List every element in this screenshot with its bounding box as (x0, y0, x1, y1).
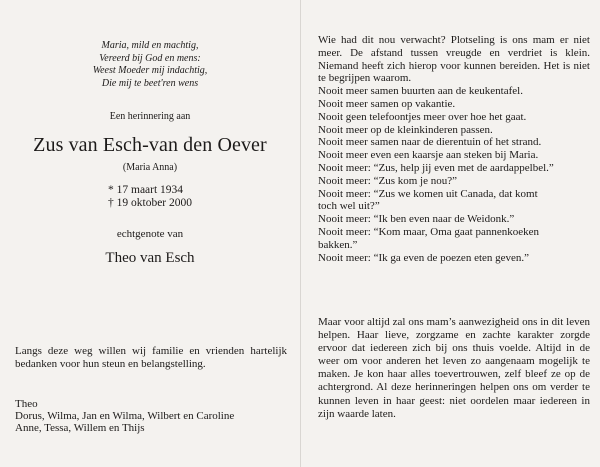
poem-line: Weest Moeder mij indachtig, (92, 65, 208, 76)
nooit-line: Nooit meer op de kleinkinderen passen. (318, 123, 493, 136)
life-dates (108, 184, 192, 210)
poem-line: Maria, mild en machtig, (101, 40, 199, 51)
nooit-line: Nooit meer: “Ik ga even de poezen eten geven.” (318, 251, 530, 264)
nooit-line: Nooit meer samen op vakantie. (318, 97, 456, 110)
spouse-name: Theo van Esch (105, 250, 195, 266)
poem (40, 40, 260, 90)
nooit-line: Nooit meer: “Zus kom je nou?” (318, 174, 457, 187)
thanks-text: Langs deze weg willen wij familie en vrienden hartelijk bedanken voor hun steun en belangstelling. (15, 345, 287, 370)
death-date: † 19 oktober 2000 (108, 197, 193, 209)
spouse-label: echtgenote van (116, 228, 184, 240)
nooit-line: toch wel uit?” (318, 200, 380, 213)
nooit-line: bakken.” (318, 238, 358, 251)
closing-paragraph: Maar voor altijd zal ons mam’s aanwezigheid ons in dit leven helpen. Haar lieve, zorgzame en zachte karakter zorgde ervoor dat iedereen zich bij ons thuis voelde. Altijd in de weer om voor anderen het leven zo aangenaam mogelijk te maken. Je kon haar alles toevertrouwen, zelf bleef ze op de achtergrond. Al deze herinneringen helpen ons om verder te kunnen leven in haar geest: niet oordelen maar iedereen in zijn waarde laten. (318, 316, 590, 420)
nooit-line: Nooit meer even een kaarsje aan steken bij Maria. (318, 149, 539, 162)
nooit-line: Nooit meer: “Ik ben even naar de Weidonk.” (318, 213, 515, 226)
nooit-line: Nooit geen telefoontjes meer over hoe het gaat. (318, 110, 527, 123)
family-line: Theo (15, 398, 38, 410)
family-line: Anne, Tessa, Willem en Thijs (15, 421, 145, 434)
memory-label: Een herinnering aan (109, 111, 191, 122)
nooit-line: Nooit meer samen buurten aan de keukentafel. (318, 85, 523, 98)
deceased-name: Zus van Esch-van den Oever (33, 134, 267, 156)
poem-line: Die mij te beet'ren wens (101, 77, 199, 89)
intro-paragraph: Wie had dit nou verwacht? Plotseling is ons mam er niet meer. De afstand tussen vreugde en verdriet is klein. Niemand heeft zich hierop voor kunnen bereiden. Het is niet te begrijpen waarom. (318, 34, 590, 85)
nooit-line: Nooit meer: “Zus, help jij even met de aardappelbel.” (318, 161, 554, 174)
poem-line: Vereerd bij God en mens: (99, 52, 201, 64)
family-line: Dorus, Wilma, Jan en Wilma, Wilbert en Caroline (15, 409, 235, 422)
birth-date: * 17 maart 1934 (108, 184, 184, 196)
family-list (15, 399, 300, 434)
nooit-line: Nooit meer: “Zus we komen uit Canada, dat komt (318, 187, 538, 200)
nickname: (Maria Anna) (122, 162, 178, 173)
fold-line (300, 0, 301, 467)
right-page (318, 0, 590, 467)
nooit-line: Nooit meer: “Kom maar, Oma gaat pannenkoeken (318, 225, 540, 238)
nooit-line: Nooit meer samen naar de dierentuin of het strand. (318, 136, 542, 149)
reflection-text (318, 34, 590, 264)
